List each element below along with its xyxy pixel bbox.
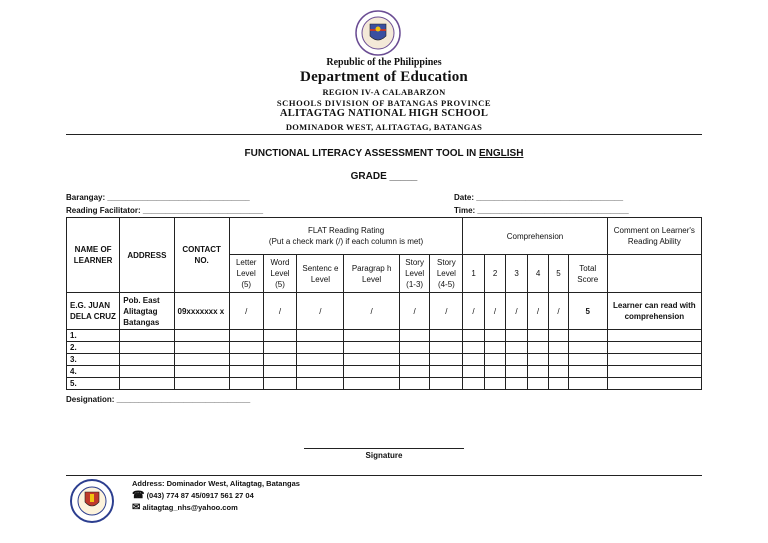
comp-q3: 3 bbox=[506, 255, 528, 293]
time-field[interactable]: Time: __________________________________ bbox=[454, 206, 629, 215]
comp-total: Total Score bbox=[568, 255, 607, 293]
col-comprehension-header: Comprehension bbox=[463, 218, 607, 255]
comp-q1: 1 bbox=[463, 255, 485, 293]
sub-paragraph-level: Paragrap h Level bbox=[344, 255, 399, 293]
example-check-word: / bbox=[263, 293, 297, 330]
example-check-q3: / bbox=[506, 293, 528, 330]
example-check-letter: / bbox=[229, 293, 263, 330]
school-address: DOMINADOR WEST, ALITAGTAG, BATANGAS bbox=[285, 122, 483, 132]
example-check-q2: / bbox=[484, 293, 506, 330]
form-title-prefix: FUNCTIONAL LITERACY ASSESSMENT TOOL IN bbox=[244, 148, 479, 159]
table-row[interactable] bbox=[67, 330, 702, 342]
comp-q5: 5 bbox=[549, 255, 568, 293]
header-divider bbox=[66, 134, 702, 135]
sub-story-level-1-3: Story Level (1-3) bbox=[399, 255, 430, 293]
sub-letter-level: Letter Level (5) bbox=[229, 255, 263, 293]
comp-q4: 4 bbox=[527, 255, 549, 293]
designation-field[interactable]: Designation: ______________________________ bbox=[66, 395, 251, 404]
footer-phone: (043) 774 87 45/0917 561 27 04 bbox=[146, 491, 254, 500]
sub-story-level-4-5: Story Level (4-5) bbox=[430, 255, 463, 293]
row-number: 5. bbox=[67, 378, 120, 390]
facilitator-field[interactable]: Reading Facilitator: ___________________________ bbox=[66, 206, 264, 215]
example-comment: Learner can read with comprehension bbox=[607, 293, 701, 330]
col-comment-header: Comment on Learner's Reading Ability bbox=[607, 218, 701, 255]
example-contact: 09xxxxxxx x bbox=[174, 293, 229, 330]
example-row bbox=[67, 293, 702, 330]
phone-icon: ☎ bbox=[132, 490, 145, 501]
deped-seal bbox=[355, 10, 401, 56]
sub-word-level: Word Level (5) bbox=[263, 255, 297, 293]
row-number: 2. bbox=[67, 342, 120, 354]
region-line: REGION IV-A CALABARZON bbox=[322, 87, 446, 97]
footer-email[interactable]: alitagtag_nhs@yahoo.com bbox=[142, 503, 238, 512]
example-address: Pob. East Alitagtag Batangas bbox=[120, 293, 174, 330]
col-name-header: NAME OF LEARNER bbox=[67, 218, 120, 293]
table-row[interactable] bbox=[67, 378, 702, 390]
signature-line[interactable] bbox=[304, 448, 464, 449]
mail-icon: ✉ bbox=[132, 502, 141, 513]
row-number: 4. bbox=[67, 366, 120, 378]
footer-divider bbox=[66, 475, 702, 476]
form-title bbox=[0, 148, 768, 159]
table-row[interactable] bbox=[67, 354, 702, 366]
example-check-q1: / bbox=[463, 293, 485, 330]
example-check-paragraph: / bbox=[344, 293, 399, 330]
row-number: 3. bbox=[67, 354, 120, 366]
col-contact-header: CONTACT NO. bbox=[174, 218, 229, 293]
school-name: ALITAGTAG NATIONAL HIGH SCHOOL bbox=[279, 108, 489, 119]
example-check-story13: / bbox=[399, 293, 430, 330]
example-name: E.G. JUAN DELA CRUZ bbox=[67, 293, 120, 330]
date-field[interactable]: Date: _________________________________ bbox=[454, 193, 624, 202]
comment-blank bbox=[607, 255, 701, 293]
flat-title: FLAT Reading Rating bbox=[307, 226, 385, 235]
table-row[interactable] bbox=[67, 342, 702, 354]
row-number: 1. bbox=[67, 330, 120, 342]
example-check-story45: / bbox=[430, 293, 463, 330]
example-total: 5 bbox=[568, 293, 607, 330]
barangay-field[interactable]: Barangay: ________________________________ bbox=[66, 193, 250, 202]
footer-phone-row bbox=[132, 490, 254, 501]
form-title-subject: ENGLISH bbox=[479, 148, 524, 159]
flat-note: (Put a check mark (/) if each column is met) bbox=[268, 237, 424, 246]
grade-field[interactable]: GRADE _____ bbox=[350, 171, 418, 182]
comp-q2: 2 bbox=[484, 255, 506, 293]
signature-label: Signature bbox=[365, 451, 403, 460]
example-check-sentence: / bbox=[297, 293, 344, 330]
assessment-table bbox=[66, 217, 702, 390]
school-logo bbox=[68, 478, 116, 524]
col-flat-header bbox=[229, 218, 462, 255]
col-address-header: ADDRESS bbox=[120, 218, 174, 293]
republic-line: Republic of the Philippines bbox=[326, 57, 442, 68]
footer-email-row bbox=[132, 502, 238, 513]
example-check-q5: / bbox=[549, 293, 568, 330]
table-row[interactable] bbox=[67, 366, 702, 378]
division-line: SCHOOLS DIVISION OF BATANGAS PROVINCE bbox=[276, 98, 492, 108]
department-title: Department of Education bbox=[300, 69, 468, 85]
example-check-q4: / bbox=[527, 293, 549, 330]
sub-sentence-level: Sentenc e Level bbox=[297, 255, 344, 293]
footer-address: Address: Dominador West, Alitagtag, Batangas bbox=[132, 479, 300, 488]
